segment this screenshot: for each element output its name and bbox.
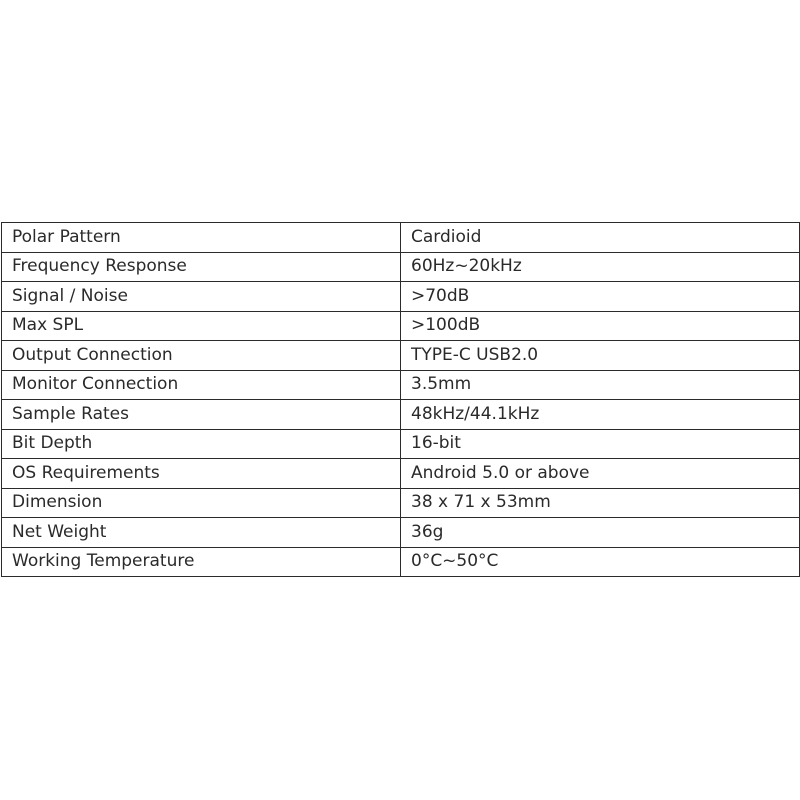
spec-value: 0°C~50°C — [401, 547, 800, 577]
table-row — [2, 518, 800, 548]
spec-label: Max SPL — [2, 311, 401, 341]
spec-value: 36g — [401, 518, 800, 548]
table-row — [2, 370, 800, 400]
spec-value: TYPE-C USB2.0 — [401, 341, 800, 371]
spec-label: Sample Rates — [2, 400, 401, 430]
table-row — [2, 341, 800, 371]
spec-value: 16-bit — [401, 429, 800, 459]
spec-label: Bit Depth — [2, 429, 401, 459]
spec-label: Output Connection — [2, 341, 401, 371]
spec-label: Signal / Noise — [2, 282, 401, 312]
spec-table — [1, 222, 800, 577]
table-row — [2, 488, 800, 518]
table-row — [2, 223, 800, 253]
spec-value: Android 5.0 or above — [401, 459, 800, 489]
spec-value: 60Hz~20kHz — [401, 252, 800, 282]
spec-label: Monitor Connection — [2, 370, 401, 400]
table-row — [2, 429, 800, 459]
table-row — [2, 547, 800, 577]
table-row — [2, 252, 800, 282]
spec-value: 48kHz/44.1kHz — [401, 400, 800, 430]
spec-label: Frequency Response — [2, 252, 401, 282]
table-row — [2, 459, 800, 489]
spec-value: >100dB — [401, 311, 800, 341]
spec-value: 3.5mm — [401, 370, 800, 400]
spec-value: 38 x 71 x 53mm — [401, 488, 800, 518]
spec-value: >70dB — [401, 282, 800, 312]
table-row — [2, 311, 800, 341]
spec-label: Net Weight — [2, 518, 401, 548]
spec-value: Cardioid — [401, 223, 800, 253]
spec-label: Polar Pattern — [2, 223, 401, 253]
table-row — [2, 282, 800, 312]
spec-label: OS Requirements — [2, 459, 401, 489]
spec-label: Working Temperature — [2, 547, 401, 577]
table-row — [2, 400, 800, 430]
spec-label: Dimension — [2, 488, 401, 518]
